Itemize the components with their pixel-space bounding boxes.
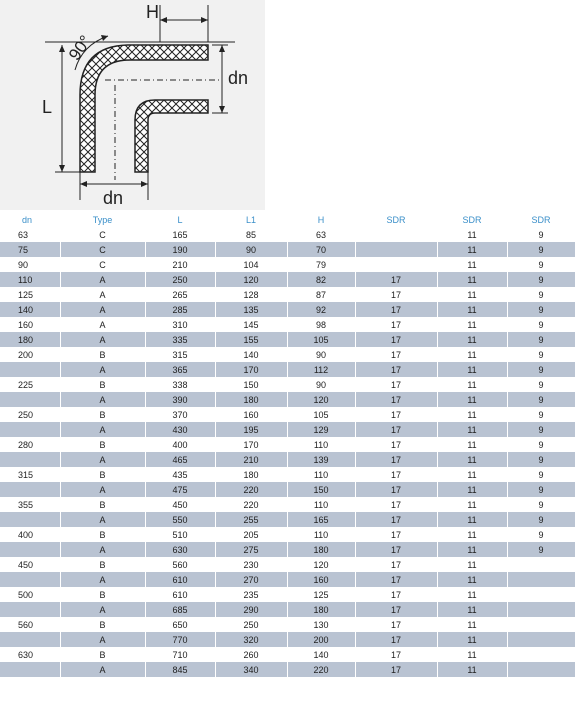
- cell-l: 400: [145, 437, 215, 452]
- cell-dn: 160: [0, 317, 60, 332]
- cell-type: A: [60, 317, 145, 332]
- cell-l: 315: [145, 347, 215, 362]
- cell-dn: 63: [0, 227, 60, 242]
- table-row: [0, 452, 575, 467]
- cell-sdr-11: 11: [437, 467, 507, 482]
- cell-l1: 290: [215, 602, 287, 617]
- cell-type: C: [60, 227, 145, 242]
- cell-h: 63: [287, 227, 355, 242]
- header-sdr-9: SDR: [531, 215, 551, 225]
- cell-type: A: [60, 602, 145, 617]
- cell-l1: 210: [215, 452, 287, 467]
- cell-type: A: [60, 332, 145, 347]
- cell-sdr-9: 9: [507, 482, 575, 497]
- cell-sdr-9: [507, 587, 575, 602]
- cell-dn: 180: [0, 332, 60, 347]
- cell-l1: 145: [215, 317, 287, 332]
- cell-sdr-9: 9: [507, 422, 575, 437]
- cell-sdr-9: [507, 572, 575, 587]
- table-row: [0, 662, 575, 677]
- cell-h: 120: [287, 557, 355, 572]
- cell-l1: 90: [215, 242, 287, 257]
- cell-h: 125: [287, 587, 355, 602]
- cell-dn: 355: [0, 497, 60, 512]
- cell-l: 370: [145, 407, 215, 422]
- table-row: [0, 272, 575, 287]
- cell-type: B: [60, 527, 145, 542]
- cell-sdr-17: [355, 242, 437, 257]
- cell-l: 685: [145, 602, 215, 617]
- cell-sdr-9: 9: [507, 287, 575, 302]
- cell-sdr-17: 17: [355, 647, 437, 662]
- cell-type: B: [60, 647, 145, 662]
- cell-dn: 450: [0, 557, 60, 572]
- cell-h: 130: [287, 617, 355, 632]
- cell-sdr-17: 17: [355, 632, 437, 647]
- cell-sdr-11: 11: [437, 632, 507, 647]
- cell-l1: 220: [215, 497, 287, 512]
- cell-l1: 120: [215, 272, 287, 287]
- cell-sdr-11: 11: [437, 542, 507, 557]
- elbow-inner-wall: [135, 100, 208, 172]
- table-row: [0, 437, 575, 452]
- header-sdr-11: SDR: [462, 215, 482, 225]
- cell-sdr-11: 11: [437, 227, 507, 242]
- cell-l: 770: [145, 632, 215, 647]
- cell-l1: 170: [215, 437, 287, 452]
- elbow-fitting-diagram: [0, 0, 265, 210]
- table-row: [0, 467, 575, 482]
- cell-l1: 275: [215, 542, 287, 557]
- cell-sdr-11: 11: [437, 497, 507, 512]
- cell-type: A: [60, 662, 145, 677]
- cell-h: 140: [287, 647, 355, 662]
- table-row: [0, 422, 575, 437]
- cell-sdr-11: 11: [437, 257, 507, 272]
- cell-dn: 280: [0, 437, 60, 452]
- cell-dn: 140: [0, 302, 60, 317]
- cell-l: 475: [145, 482, 215, 497]
- cell-sdr-17: [355, 227, 437, 242]
- cell-type: B: [60, 557, 145, 572]
- cell-l: 338: [145, 377, 215, 392]
- cell-sdr-9: 9: [507, 317, 575, 332]
- cell-dn: 560: [0, 617, 60, 632]
- table-row: [0, 512, 575, 527]
- cell-sdr-9: [507, 617, 575, 632]
- cell-sdr-17: 17: [355, 437, 437, 452]
- cell-l: 560: [145, 557, 215, 572]
- cell-sdr-11: 11: [437, 482, 507, 497]
- header-l1: L1: [245, 215, 256, 225]
- cell-sdr-17: 17: [355, 392, 437, 407]
- table-row: [0, 407, 575, 422]
- cell-sdr-11: 11: [437, 272, 507, 287]
- cell-h: 200: [287, 632, 355, 647]
- table-row: [0, 227, 575, 242]
- cell-dn: [0, 602, 60, 617]
- table-row: [0, 377, 575, 392]
- cell-sdr-9: 9: [507, 452, 575, 467]
- cell-l1: 205: [215, 527, 287, 542]
- cell-l: 845: [145, 662, 215, 677]
- cell-sdr-17: 17: [355, 527, 437, 542]
- cell-sdr-9: [507, 647, 575, 662]
- header-dn: dn: [22, 215, 33, 225]
- cell-sdr-11: 11: [437, 602, 507, 617]
- cell-sdr-11: 11: [437, 317, 507, 332]
- cell-h: 98: [287, 317, 355, 332]
- cell-l1: 104: [215, 257, 287, 272]
- cell-l: 430: [145, 422, 215, 437]
- cell-sdr-17: 17: [355, 482, 437, 497]
- cell-dn: [0, 362, 60, 377]
- cell-sdr-17: 17: [355, 467, 437, 482]
- cell-h: 92: [287, 302, 355, 317]
- angle-label: 90°: [65, 31, 96, 64]
- cell-l: 450: [145, 497, 215, 512]
- cell-h: 180: [287, 602, 355, 617]
- cell-sdr-17: 17: [355, 422, 437, 437]
- cell-type: A: [60, 452, 145, 467]
- cell-h: 220: [287, 662, 355, 677]
- header-l: L: [177, 215, 183, 225]
- cell-sdr-9: 9: [507, 527, 575, 542]
- dimensions-table: [0, 213, 575, 677]
- cell-sdr-11: 11: [437, 407, 507, 422]
- cell-type: A: [60, 302, 145, 317]
- cell-dn: 125: [0, 287, 60, 302]
- cell-type: A: [60, 512, 145, 527]
- cell-sdr-9: [507, 602, 575, 617]
- cell-sdr-11: 11: [437, 242, 507, 257]
- cell-sdr-11: 11: [437, 662, 507, 677]
- cell-type: A: [60, 542, 145, 557]
- cell-sdr-11: 11: [437, 377, 507, 392]
- h-label: H: [146, 2, 159, 22]
- cell-sdr-17: 17: [355, 302, 437, 317]
- cell-h: 110: [287, 497, 355, 512]
- cell-l1: 195: [215, 422, 287, 437]
- cell-dn: 75: [0, 242, 60, 257]
- table-row: [0, 497, 575, 512]
- cell-type: B: [60, 377, 145, 392]
- table-row: [0, 602, 575, 617]
- cell-l1: 135: [215, 302, 287, 317]
- cell-l1: 320: [215, 632, 287, 647]
- cell-type: A: [60, 422, 145, 437]
- cell-type: B: [60, 587, 145, 602]
- cell-l1: 170: [215, 362, 287, 377]
- cell-l: 435: [145, 467, 215, 482]
- cell-h: 70: [287, 242, 355, 257]
- table-row: [0, 242, 575, 257]
- cell-sdr-17: 17: [355, 572, 437, 587]
- table-row: [0, 257, 575, 272]
- cell-sdr-17: 17: [355, 617, 437, 632]
- cell-sdr-17: [355, 257, 437, 272]
- cell-dn: 315: [0, 467, 60, 482]
- cell-l1: 180: [215, 467, 287, 482]
- cell-h: 90: [287, 347, 355, 362]
- cell-h: 90: [287, 377, 355, 392]
- cell-sdr-9: 9: [507, 332, 575, 347]
- header-h: H: [317, 215, 325, 225]
- cell-sdr-17: 17: [355, 602, 437, 617]
- cell-sdr-9: 9: [507, 407, 575, 422]
- cell-l1: 235: [215, 587, 287, 602]
- cell-type: A: [60, 362, 145, 377]
- cell-type: B: [60, 437, 145, 452]
- cell-sdr-11: 11: [437, 512, 507, 527]
- cell-sdr-17: 17: [355, 587, 437, 602]
- table-body: [0, 227, 575, 677]
- cell-l1: 340: [215, 662, 287, 677]
- cell-h: 150: [287, 482, 355, 497]
- cell-sdr-17: 17: [355, 557, 437, 572]
- table-row: [0, 632, 575, 647]
- cell-l1: 160: [215, 407, 287, 422]
- cell-h: 112: [287, 362, 355, 377]
- cell-l: 710: [145, 647, 215, 662]
- l-label: L: [42, 97, 53, 117]
- cell-dn: [0, 572, 60, 587]
- cell-h: 165: [287, 512, 355, 527]
- cell-dn: 200: [0, 347, 60, 362]
- cell-sdr-11: 11: [437, 617, 507, 632]
- cell-l: 365: [145, 362, 215, 377]
- cell-l: 210: [145, 257, 215, 272]
- cell-type: A: [60, 572, 145, 587]
- cell-sdr-11: 11: [437, 347, 507, 362]
- cell-l1: 128: [215, 287, 287, 302]
- cell-dn: [0, 392, 60, 407]
- table-row: [0, 527, 575, 542]
- table-row: [0, 317, 575, 332]
- cell-dn: 500: [0, 587, 60, 602]
- cell-sdr-17: 17: [355, 317, 437, 332]
- cell-dn: [0, 632, 60, 647]
- cell-sdr-9: 9: [507, 347, 575, 362]
- cell-h: 110: [287, 437, 355, 452]
- cell-sdr-17: 17: [355, 347, 437, 362]
- table-row: [0, 332, 575, 347]
- cell-h: 180: [287, 542, 355, 557]
- cell-sdr-9: 9: [507, 242, 575, 257]
- cell-l: 465: [145, 452, 215, 467]
- cell-sdr-11: 11: [437, 302, 507, 317]
- cell-sdr-11: 11: [437, 437, 507, 452]
- cell-l1: 230: [215, 557, 287, 572]
- cell-type: B: [60, 467, 145, 482]
- cell-sdr-11: 11: [437, 332, 507, 347]
- cell-h: 139: [287, 452, 355, 467]
- cell-type: A: [60, 287, 145, 302]
- cell-sdr-9: 9: [507, 362, 575, 377]
- cell-dn: 225: [0, 377, 60, 392]
- cell-sdr-11: 11: [437, 587, 507, 602]
- cell-dn: 630: [0, 647, 60, 662]
- cell-l1: 85: [215, 227, 287, 242]
- cell-type: B: [60, 497, 145, 512]
- cell-sdr-9: [507, 557, 575, 572]
- cell-h: 129: [287, 422, 355, 437]
- cell-l: 310: [145, 317, 215, 332]
- table-row: [0, 587, 575, 602]
- cell-l: 265: [145, 287, 215, 302]
- cell-h: 160: [287, 572, 355, 587]
- header-sdr-17: SDR: [386, 215, 406, 225]
- cell-l1: 270: [215, 572, 287, 587]
- cell-sdr-17: 17: [355, 407, 437, 422]
- cell-sdr-11: 11: [437, 422, 507, 437]
- table-row: [0, 557, 575, 572]
- table-row: [0, 287, 575, 302]
- cell-h: 82: [287, 272, 355, 287]
- cell-sdr-9: [507, 632, 575, 647]
- cell-l: 285: [145, 302, 215, 317]
- cell-l: 510: [145, 527, 215, 542]
- cell-l: 630: [145, 542, 215, 557]
- table-row: [0, 347, 575, 362]
- cell-dn: 110: [0, 272, 60, 287]
- cell-l: 650: [145, 617, 215, 632]
- cell-sdr-11: 11: [437, 362, 507, 377]
- cell-dn: [0, 542, 60, 557]
- cell-h: 120: [287, 392, 355, 407]
- cell-dn: [0, 452, 60, 467]
- table-row: [0, 482, 575, 497]
- cell-l1: 220: [215, 482, 287, 497]
- cell-l1: 255: [215, 512, 287, 527]
- cell-sdr-9: 9: [507, 467, 575, 482]
- cell-sdr-9: 9: [507, 392, 575, 407]
- cell-l: 190: [145, 242, 215, 257]
- cell-sdr-11: 11: [437, 392, 507, 407]
- cell-h: 105: [287, 332, 355, 347]
- cell-type: C: [60, 242, 145, 257]
- cell-sdr-11: 11: [437, 452, 507, 467]
- cell-sdr-9: 9: [507, 497, 575, 512]
- cell-l1: 180: [215, 392, 287, 407]
- cell-sdr-9: 9: [507, 437, 575, 452]
- cell-h: 105: [287, 407, 355, 422]
- cell-l: 610: [145, 572, 215, 587]
- cell-type: B: [60, 407, 145, 422]
- cell-sdr-9: 9: [507, 512, 575, 527]
- cell-type: B: [60, 617, 145, 632]
- cell-h: 110: [287, 467, 355, 482]
- cell-dn: 90: [0, 257, 60, 272]
- table-header-row: [0, 213, 575, 227]
- cell-l1: 140: [215, 347, 287, 362]
- cell-dn: 250: [0, 407, 60, 422]
- cell-l: 335: [145, 332, 215, 347]
- cell-l: 550: [145, 512, 215, 527]
- cell-l: 165: [145, 227, 215, 242]
- cell-dn: [0, 662, 60, 677]
- table-row: [0, 542, 575, 557]
- cell-dn: [0, 482, 60, 497]
- cell-sdr-17: 17: [355, 362, 437, 377]
- cell-dn: [0, 512, 60, 527]
- cell-sdr-11: 11: [437, 557, 507, 572]
- cell-dn: 400: [0, 527, 60, 542]
- cell-sdr-9: [507, 662, 575, 677]
- cell-l: 390: [145, 392, 215, 407]
- cell-sdr-9: 9: [507, 542, 575, 557]
- elbow-drawing: [0, 0, 265, 210]
- cell-sdr-9: 9: [507, 377, 575, 392]
- cell-l1: 260: [215, 647, 287, 662]
- cell-sdr-9: 9: [507, 272, 575, 287]
- cell-sdr-17: 17: [355, 377, 437, 392]
- cell-sdr-17: 17: [355, 452, 437, 467]
- table-row: [0, 362, 575, 377]
- cell-type: A: [60, 272, 145, 287]
- cell-sdr-9: 9: [507, 257, 575, 272]
- cell-sdr-17: 17: [355, 332, 437, 347]
- dn-right-label: dn: [228, 68, 249, 88]
- cell-sdr-11: 11: [437, 647, 507, 662]
- cell-dn: [0, 422, 60, 437]
- cell-l: 250: [145, 272, 215, 287]
- cell-l1: 155: [215, 332, 287, 347]
- cell-sdr-17: 17: [355, 662, 437, 677]
- table-row: [0, 572, 575, 587]
- cell-type: A: [60, 392, 145, 407]
- table-row: [0, 647, 575, 662]
- cell-type: A: [60, 632, 145, 647]
- cell-h: 110: [287, 527, 355, 542]
- cell-sdr-17: 17: [355, 512, 437, 527]
- cell-sdr-17: 17: [355, 542, 437, 557]
- table-row: [0, 392, 575, 407]
- cell-sdr-17: 17: [355, 272, 437, 287]
- cell-h: 79: [287, 257, 355, 272]
- dn-bottom-label: dn: [103, 188, 124, 208]
- cell-sdr-17: 17: [355, 497, 437, 512]
- table-row: [0, 617, 575, 632]
- cell-h: 87: [287, 287, 355, 302]
- table-row: [0, 302, 575, 317]
- cell-sdr-11: 11: [437, 287, 507, 302]
- header-type: Type: [92, 215, 113, 225]
- cell-sdr-17: 17: [355, 287, 437, 302]
- cell-l1: 150: [215, 377, 287, 392]
- cell-l1: 250: [215, 617, 287, 632]
- cell-l: 610: [145, 587, 215, 602]
- cell-type: C: [60, 257, 145, 272]
- cell-sdr-11: 11: [437, 527, 507, 542]
- cell-sdr-9: 9: [507, 227, 575, 242]
- cell-type: B: [60, 347, 145, 362]
- cell-type: A: [60, 482, 145, 497]
- cell-sdr-9: 9: [507, 302, 575, 317]
- cell-sdr-11: 11: [437, 572, 507, 587]
